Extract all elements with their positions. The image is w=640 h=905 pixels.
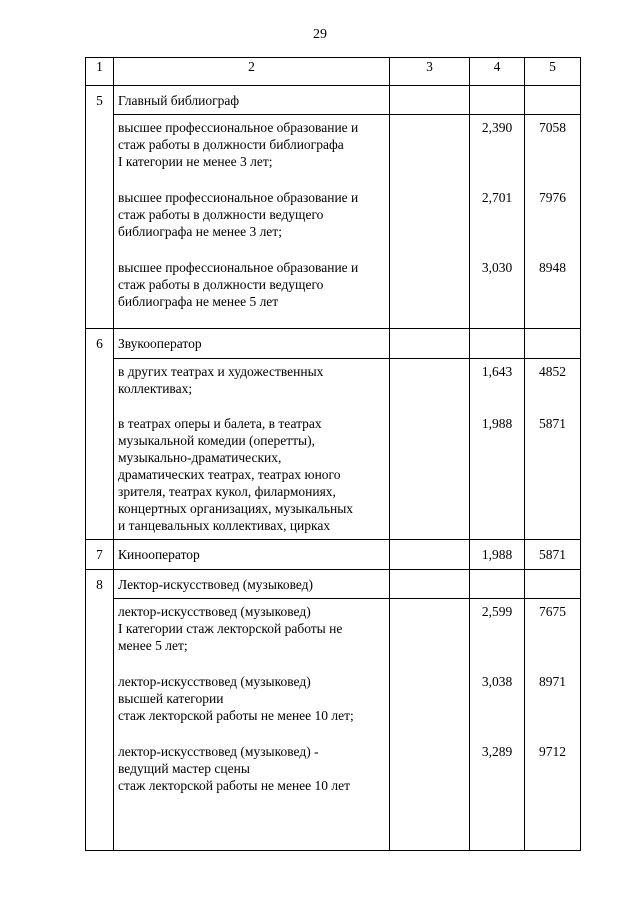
salary-value: 5871	[539, 416, 566, 431]
section-title: Кинооператор	[114, 540, 390, 570]
coefficient-value: 2,599	[481, 604, 513, 619]
items-coefficient-cell	[470, 359, 525, 540]
coefficient-cell	[470, 86, 525, 115]
section-title-row	[86, 329, 581, 359]
requirement-text: в других театрах и художественных коллективах;	[118, 364, 324, 396]
requirement-text: в театрах оперы и балета, в театрах музыкальной комедии (оперетты), музыкально-драматических, драматических театрах, театрах юного зрителя, театрах кукол, филармониях, концертных организациях, музыкальных и танцевальных коллективах, цирках	[118, 416, 354, 533]
tariff-table	[85, 57, 581, 851]
coefficient-cell	[470, 329, 525, 359]
requirement-text: лектор-искусствовед (музыковед) I категории стаж лекторской работы не менее 5 лет;	[118, 604, 343, 653]
requirement-text: высшее профессиональное образование и стаж работы в должности библиографа I категории не менее 3 лет;	[118, 120, 359, 169]
items-salary-cell	[525, 599, 581, 851]
section-title: Звукооператор	[114, 329, 390, 359]
coefficient-value: 3,030	[481, 260, 513, 275]
items-coefficient-cell	[470, 115, 525, 329]
salary-value: 8971	[539, 674, 566, 689]
empty-cell	[390, 115, 470, 329]
section-number: 5	[86, 86, 114, 329]
coefficient-value: 2,390	[481, 120, 513, 135]
empty-cell	[390, 540, 470, 570]
section-items-row	[86, 599, 581, 851]
header-cell: 5	[525, 58, 581, 86]
items-salary-cell	[525, 115, 581, 329]
salary-cell: 5871	[525, 540, 581, 570]
section-title: Лектор-искусствовед (музыковед)	[114, 570, 390, 599]
section-title-row	[86, 86, 581, 115]
header-cell: 1	[86, 58, 114, 86]
salary-value: 8948	[539, 260, 566, 275]
items-text-cell	[114, 599, 390, 851]
empty-cell	[390, 359, 470, 540]
section-title-row	[86, 540, 581, 570]
header-row	[86, 58, 581, 86]
section-title: Главный библиограф	[114, 86, 390, 115]
section-title-row	[86, 570, 581, 599]
header-cell: 2	[114, 58, 390, 86]
section-items-row	[86, 359, 581, 540]
requirement-text: высшее профессиональное образование и стаж работы в должности ведущего библиографа не менее 3 лет;	[118, 190, 359, 239]
items-salary-cell	[525, 359, 581, 540]
section-number: 8	[86, 570, 114, 851]
items-text-cell	[114, 359, 390, 540]
items-coefficient-cell	[470, 599, 525, 851]
coefficient-value: 3,038	[481, 674, 513, 689]
salary-cell	[525, 329, 581, 359]
requirement-text: высшее профессиональное образование и стаж работы в должности ведущего библиографа не менее 5 лет	[118, 260, 359, 309]
requirement-text: лектор-искусствовед (музыковед) - ведущий мастер сцены стаж лекторской работы не менее 10 лет	[118, 744, 351, 793]
requirement-text: лектор-искусствовед (музыковед) высшей категории стаж лекторской работы не менее 10 лет;	[118, 674, 354, 723]
salary-value: 7058	[539, 120, 566, 135]
items-text-cell	[114, 115, 390, 329]
section-number: 7	[86, 540, 114, 570]
empty-cell	[390, 570, 470, 599]
salary-value: 7675	[539, 604, 566, 619]
coefficient-value: 2,701	[481, 190, 513, 205]
table-body	[86, 58, 581, 851]
section-number: 6	[86, 329, 114, 540]
salary-value: 7976	[539, 190, 566, 205]
empty-cell	[390, 599, 470, 851]
coefficient-cell: 1,988	[470, 540, 525, 570]
header-cell: 3	[390, 58, 470, 86]
salary-value: 9712	[539, 744, 566, 759]
coefficient-value: 1,988	[481, 416, 513, 431]
empty-cell	[390, 86, 470, 115]
section-items-row	[86, 115, 581, 329]
coefficient-value: 3,289	[481, 744, 513, 759]
page-number: 29	[313, 27, 327, 42]
coefficient-cell	[470, 570, 525, 599]
empty-cell	[390, 329, 470, 359]
salary-value: 4852	[539, 364, 566, 379]
salary-cell	[525, 86, 581, 115]
header-cell: 4	[470, 58, 525, 86]
coefficient-value: 1,643	[481, 364, 513, 379]
salary-cell	[525, 570, 581, 599]
